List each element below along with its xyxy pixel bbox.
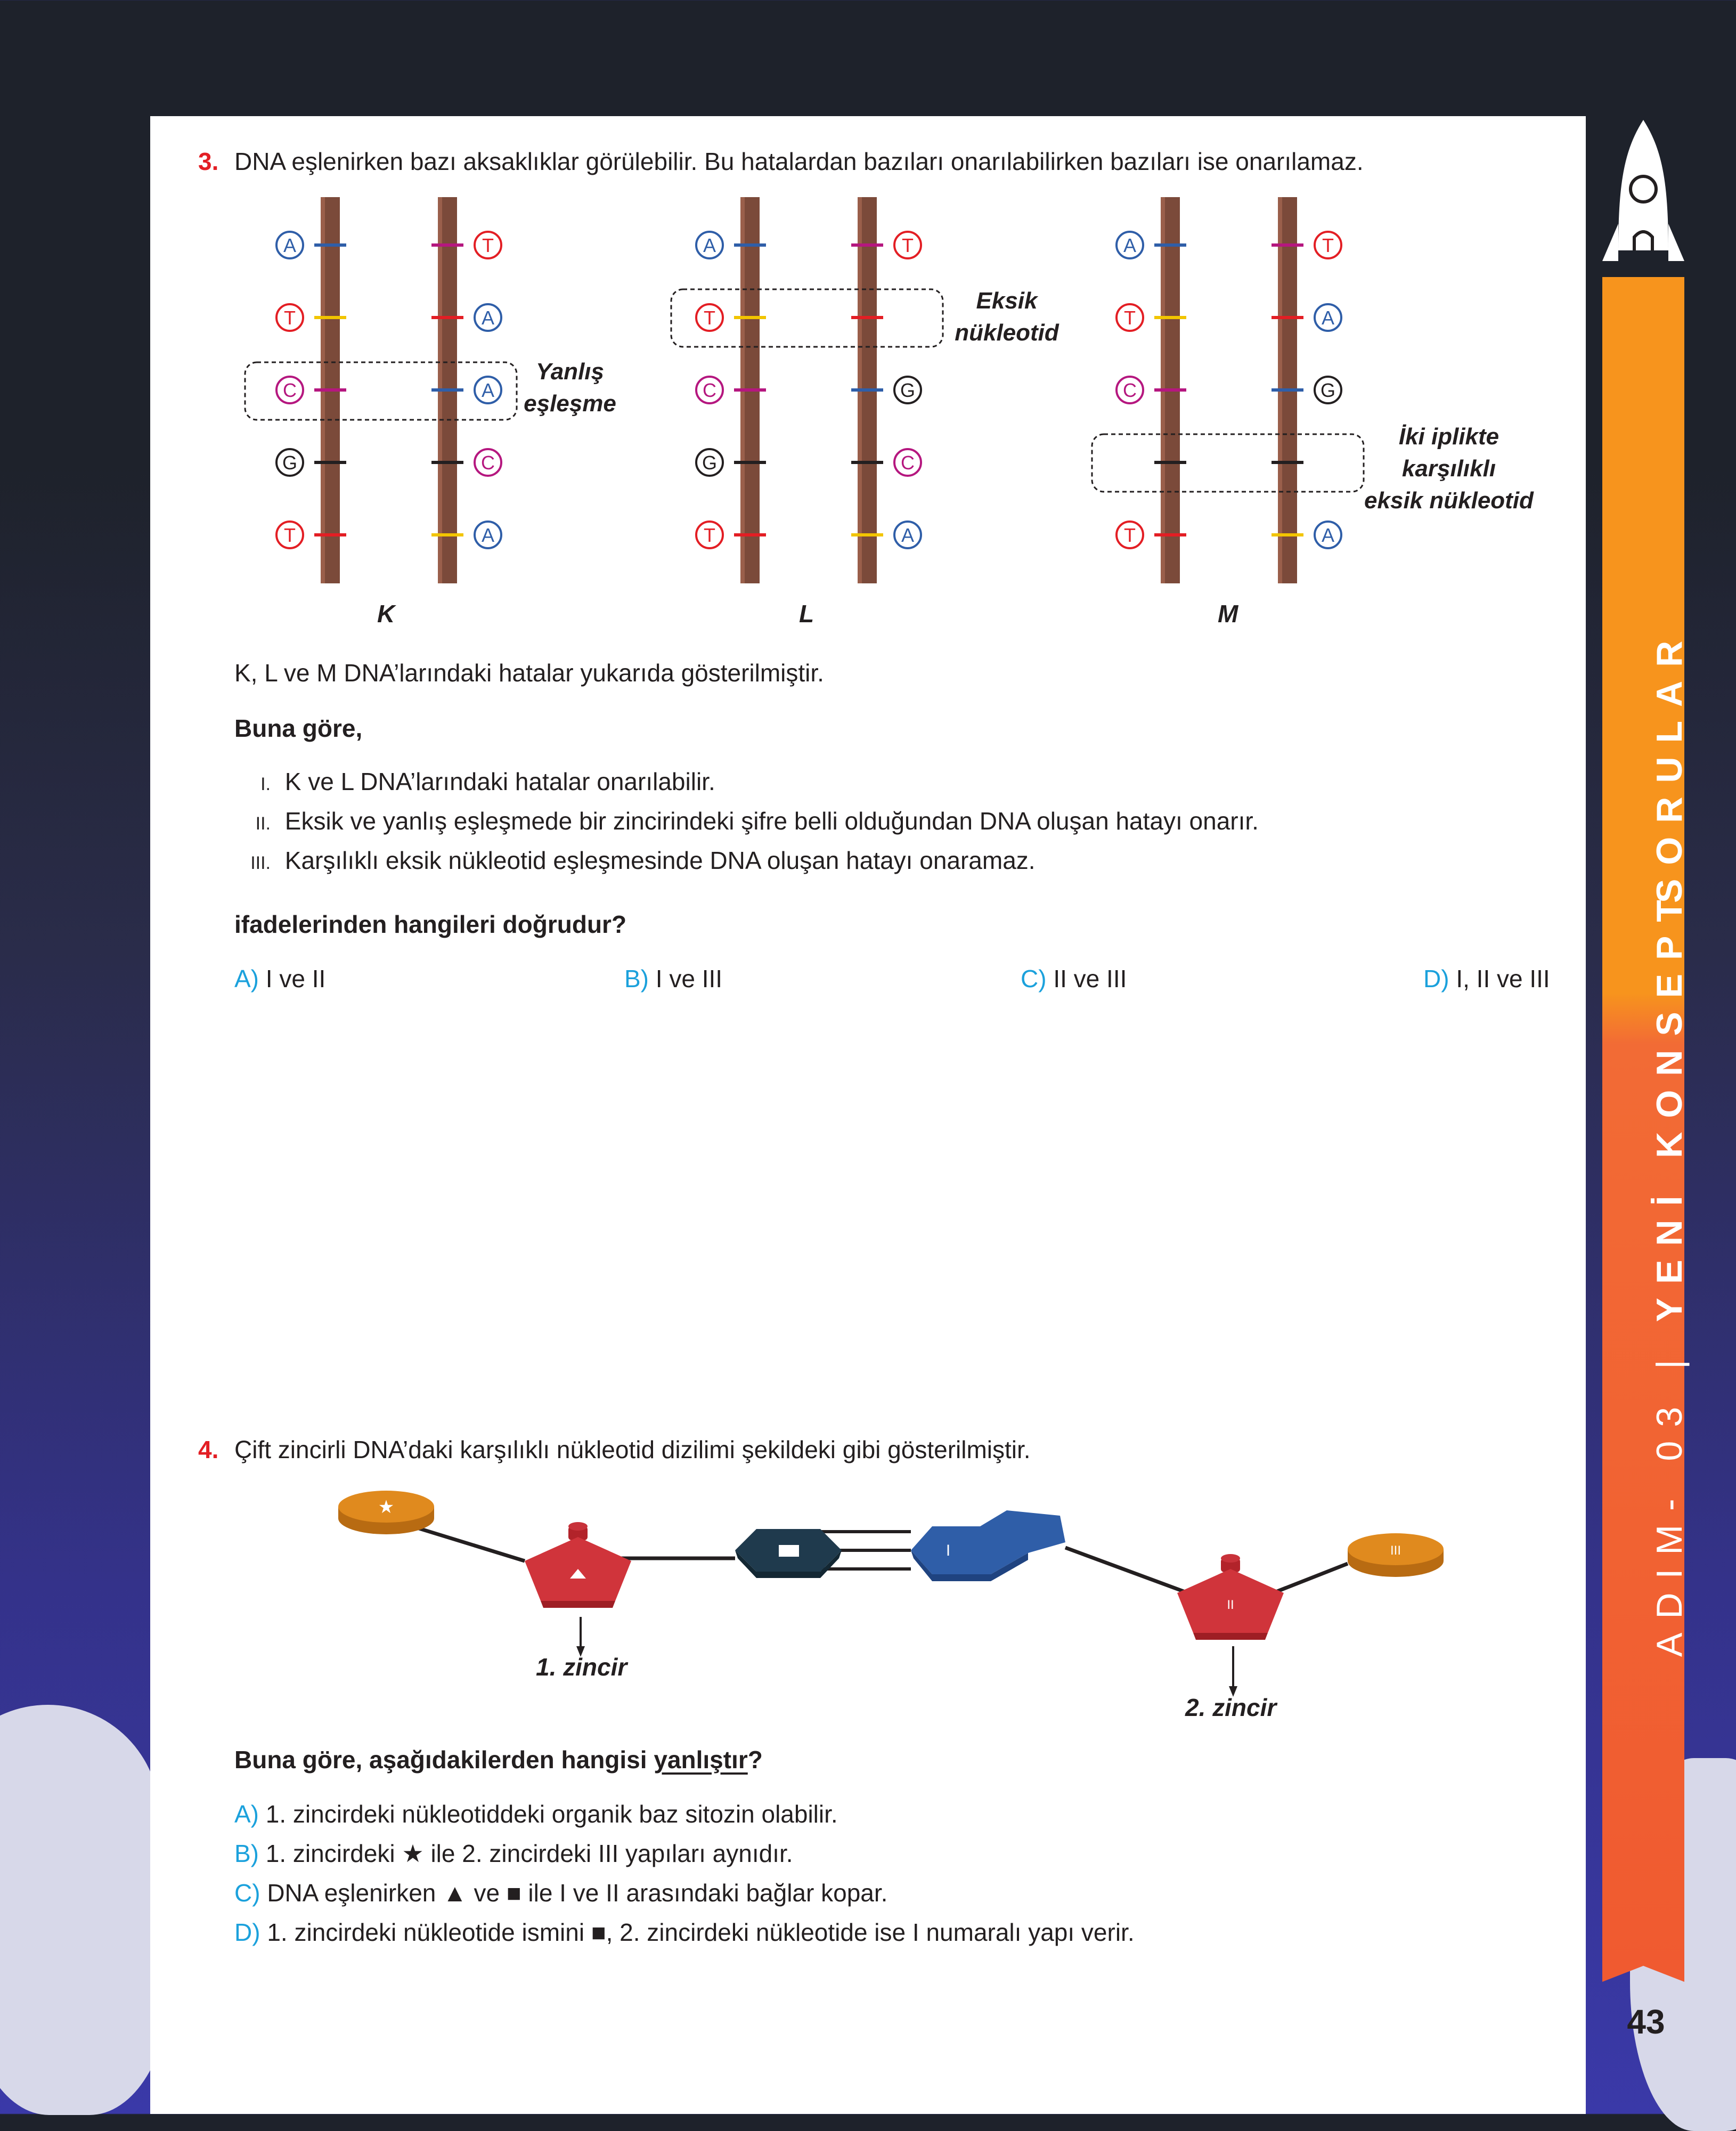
base-T-letter: T bbox=[284, 307, 296, 329]
q4-question-suffix: ? bbox=[747, 1746, 763, 1774]
sidebar-series-title bbox=[1649, 886, 1690, 1657]
note-wrong-pairing-line2: eşleşme bbox=[524, 391, 616, 417]
note-wrong-pairing-line1: Yanlış bbox=[536, 359, 604, 385]
option-letter: D) bbox=[234, 1918, 260, 1946]
option-text: II ve III bbox=[1053, 965, 1127, 993]
statement-number: III. bbox=[250, 853, 271, 873]
figure-label-m: M bbox=[1218, 600, 1238, 628]
base-C-letter: C bbox=[901, 452, 915, 474]
sidebar-section: SORULAR bbox=[1649, 627, 1690, 903]
option-text: I, II ve III bbox=[1456, 965, 1550, 993]
base-C-letter: C bbox=[1123, 379, 1137, 401]
label-chain-1: 1. zincir bbox=[536, 1653, 627, 1681]
statement-text: K ve L DNA’larındaki hatalar onarılabilir. bbox=[284, 768, 715, 795]
option-letter: A) bbox=[234, 1800, 259, 1828]
q3-stem: DNA eşlenirken bazı aksaklıklar görülebilir. Bu hatalardan bazıları onarılabilirken bazıları ise onarılamaz. bbox=[234, 148, 1364, 175]
option-letter: C) bbox=[1021, 965, 1047, 993]
mark-star: ★ bbox=[378, 1497, 395, 1517]
q4-option-d[interactable] bbox=[234, 1918, 1135, 1947]
base-T-letter: T bbox=[1124, 307, 1136, 329]
option-letter: B) bbox=[234, 1840, 259, 1867]
base-T-letter: T bbox=[902, 234, 914, 256]
q4-option-a[interactable] bbox=[234, 1800, 838, 1828]
mark-II: II bbox=[1227, 1598, 1234, 1612]
option-text: DNA eşlenirken ▲ ve ■ ile I ve II arasındaki bağlar kopar. bbox=[267, 1879, 888, 1907]
statement-text: Karşılıklı eksik nükleotid eşleşmesinde DNA oluşan hatayı onaramaz. bbox=[284, 847, 1036, 874]
base-G-letter: G bbox=[900, 379, 916, 401]
note-missing-line1: Eksik bbox=[976, 288, 1038, 314]
q3-statement-3 bbox=[234, 846, 1036, 875]
q4-option-c[interactable] bbox=[234, 1878, 887, 1907]
q3-question: ifadelerinden hangileri doğrudur? bbox=[234, 910, 627, 938]
note-both-missing-line2: karşılıklı bbox=[1401, 456, 1496, 482]
note-both-missing-line3: eksik nükleotid bbox=[1364, 487, 1534, 514]
q4-nucleotide-diagram bbox=[320, 1481, 1465, 1726]
statement-number: I. bbox=[260, 774, 271, 794]
option-text: I ve III bbox=[655, 965, 723, 993]
option-text: I ve II bbox=[265, 965, 326, 993]
mark-III: III bbox=[1390, 1543, 1401, 1558]
sugar-II-icon bbox=[1177, 1554, 1284, 1640]
q3-option-a[interactable] bbox=[234, 964, 325, 993]
note-both-missing bbox=[1350, 421, 1547, 517]
base-G-letter: G bbox=[1320, 379, 1336, 401]
base-T-letter: T bbox=[284, 524, 296, 546]
note-missing-nucleotide bbox=[946, 285, 1068, 349]
label-chain-2: 2. zincir bbox=[1185, 1694, 1277, 1721]
q3-dna-figures bbox=[0, 0, 1736, 639]
note-both-missing-line1: İki iplikte bbox=[1398, 424, 1499, 450]
base-T-letter: T bbox=[1322, 234, 1334, 256]
sidebar-series: YENİ KONSEPT bbox=[1649, 886, 1690, 1322]
q4-number: 4. bbox=[198, 1436, 219, 1463]
q3-number: 3. bbox=[198, 148, 219, 175]
figure-label-l: L bbox=[799, 600, 814, 628]
base-A-letter: A bbox=[901, 524, 915, 546]
q3-option-c[interactable] bbox=[1021, 964, 1127, 993]
base-G-letter: G bbox=[282, 452, 298, 474]
base-A-letter: A bbox=[703, 234, 716, 256]
base-G-letter: G bbox=[702, 452, 718, 474]
note-missing-line2: nükleotid bbox=[955, 320, 1059, 346]
base-C-letter: C bbox=[481, 452, 495, 474]
note-wrong-pairing bbox=[514, 356, 626, 420]
q4-question-prefix: Buna göre, aşağıdakilerden hangisi bbox=[234, 1746, 654, 1774]
base-T-letter: T bbox=[482, 234, 494, 256]
base-square-icon bbox=[735, 1529, 842, 1578]
base-A-letter: A bbox=[481, 307, 495, 329]
option-letter: B) bbox=[624, 965, 649, 993]
base-A-letter: A bbox=[1321, 524, 1335, 546]
base-A-letter: A bbox=[1123, 234, 1137, 256]
phosphate-star-icon bbox=[338, 1491, 434, 1534]
option-letter: D) bbox=[1423, 965, 1449, 993]
figure-label-k: K bbox=[377, 600, 395, 628]
base-C-letter: C bbox=[703, 379, 716, 401]
q4-question bbox=[234, 1745, 763, 1774]
q3-option-d[interactable] bbox=[1423, 964, 1550, 993]
statement-number: II. bbox=[255, 814, 271, 834]
base-A-letter: A bbox=[481, 379, 495, 401]
phosphate-III-icon bbox=[1348, 1533, 1444, 1577]
mark-I: I bbox=[946, 1542, 951, 1559]
background-cloud bbox=[0, 1785, 170, 2115]
base-I-icon bbox=[911, 1510, 1065, 1581]
sidebar-prefix: ADIM- 03 | bbox=[1649, 1346, 1690, 1657]
q4-stem: Çift zincirli DNA’daki karşılıklı nükleotid dizilimi şekildeki gibi gösterilmiştir. bbox=[234, 1436, 1031, 1463]
q4-question-emph: yanlıştır bbox=[654, 1746, 748, 1774]
highlight-box-both-missing bbox=[1092, 434, 1364, 492]
option-text: 1. zincirdeki nükleotiddeki organik baz sitozin olabilir. bbox=[265, 1800, 838, 1828]
q3-info: K, L ve M DNA’larındaki hatalar yukarıda gösterilmiştir. bbox=[234, 659, 824, 687]
option-text: 1. zincirdeki nükleotide ismini ■, 2. zincirdeki nükleotide ise I numaralı yapı verir. bbox=[267, 1918, 1135, 1946]
base-C-letter: C bbox=[283, 379, 297, 401]
statement-text: Eksik ve yanlış eşleşmede bir zincirindeki şifre belli olduğundan DNA oluşan hatayı onarır. bbox=[284, 807, 1259, 835]
option-letter: A) bbox=[234, 965, 259, 993]
base-A-letter: A bbox=[1321, 307, 1335, 329]
q3-option-b[interactable] bbox=[624, 964, 722, 993]
base-T-letter: T bbox=[704, 524, 715, 546]
sugar-triangle-icon bbox=[525, 1522, 631, 1608]
page-number: 43 bbox=[1627, 2003, 1665, 2041]
q3-lead: Buna göre, bbox=[234, 714, 363, 742]
base-A-letter: A bbox=[481, 524, 495, 546]
base-A-letter: A bbox=[283, 234, 297, 256]
q3-statement-1 bbox=[234, 767, 715, 796]
q3-statement-2 bbox=[234, 807, 1259, 835]
base-T-letter: T bbox=[1124, 524, 1136, 546]
option-letter: C) bbox=[234, 1879, 260, 1907]
base-T-letter: T bbox=[704, 307, 715, 329]
q4-option-b[interactable] bbox=[234, 1839, 793, 1868]
option-text: 1. zincirdeki ★ ile 2. zincirdeki III yapıları aynıdır. bbox=[265, 1840, 793, 1867]
